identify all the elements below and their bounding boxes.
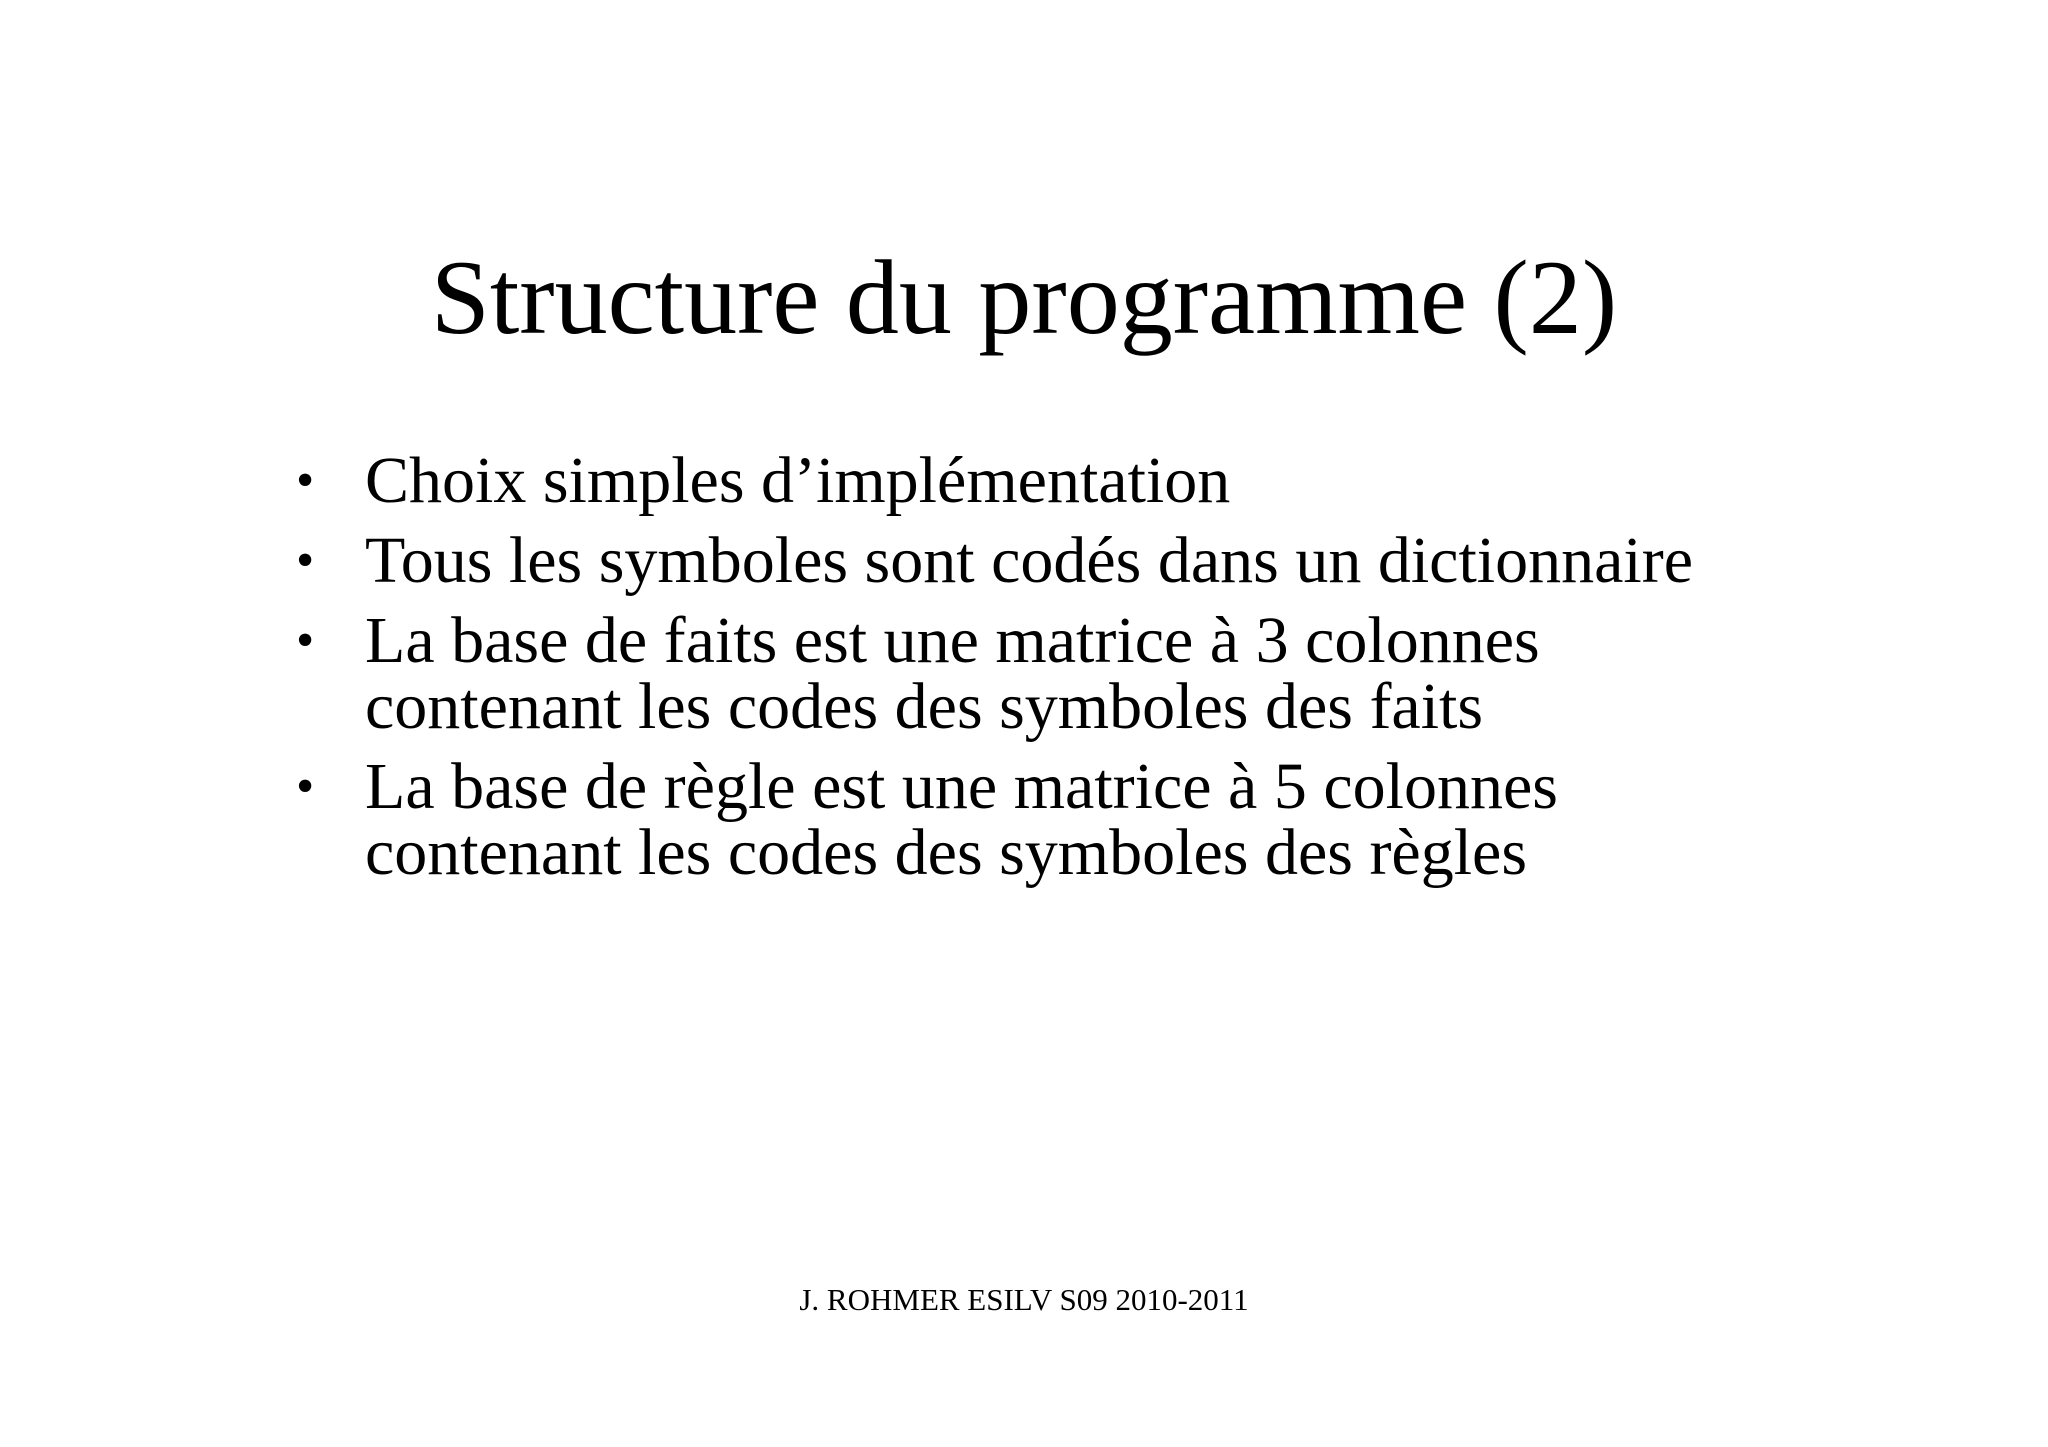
bullet-text-line: Tous les symboles sont codés dans un dictionnaire bbox=[365, 524, 1694, 597]
bullet-item-2 bbox=[286, 524, 1986, 597]
bullet-item-4 bbox=[286, 750, 1986, 889]
bullet-item-3 bbox=[286, 604, 1986, 743]
bullet-text-line: La base de règle est une matrice à 5 colonnes bbox=[365, 750, 1558, 823]
bullet-list bbox=[286, 444, 1986, 900]
bullet-text-line: La base de faits est une matrice à 3 colonnes bbox=[365, 604, 1540, 677]
bullet-text-line: contenant les codes des symboles des règles bbox=[365, 816, 1528, 889]
bullet-dot-icon: • bbox=[296, 532, 315, 589]
bullet-dot-icon: • bbox=[296, 612, 315, 669]
bullet-dot-icon: • bbox=[296, 452, 315, 509]
bullet-item-1 bbox=[286, 444, 1986, 517]
slide-footer: J. ROHMER ESILV S09 2010-2011 bbox=[799, 1282, 1249, 1317]
bullet-text-line: Choix simples d’implémentation bbox=[365, 444, 1231, 517]
slide-title: Structure du programme (2) bbox=[430, 239, 1618, 356]
bullet-text-line: contenant les codes des symboles des faits bbox=[365, 670, 1484, 743]
bullet-dot-icon: • bbox=[296, 758, 315, 815]
